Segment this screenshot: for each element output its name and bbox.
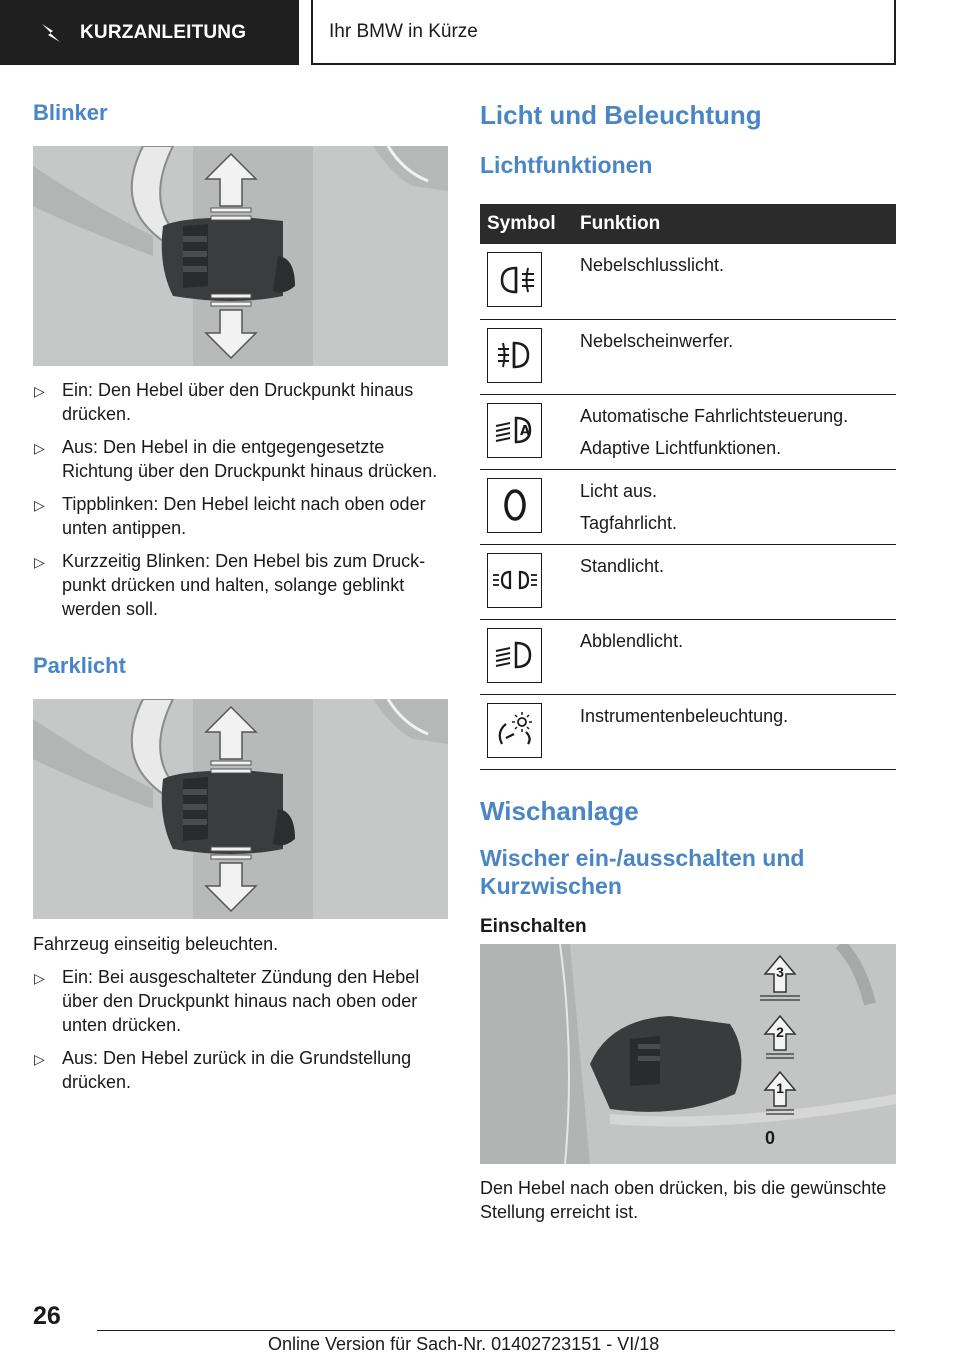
function-text: Instrumentenbeleuchtung. [580, 705, 789, 726]
lights-off-icon [487, 478, 542, 533]
blinker-photo [33, 146, 448, 366]
header-chapter-box [311, 0, 896, 65]
light-functions-table [480, 204, 896, 770]
footer-divider [97, 1330, 895, 1331]
parklicht-intro: Fahrzeug einseitig beleuchten. [33, 934, 279, 954]
wiper-position-1: 1 [776, 1079, 784, 1096]
low-beam-icon [487, 628, 542, 683]
instrument-lighting-icon [487, 703, 542, 758]
function-text: Licht aus. [580, 480, 658, 501]
lightning-icon [38, 20, 64, 46]
function-text: Adaptive Lichtfunktionen. [580, 437, 782, 458]
page-number: 26 [33, 1302, 61, 1330]
front-fog-light-icon [487, 328, 542, 383]
function-text: Nebelscheinwerfer. [580, 330, 734, 351]
list-item: ▷ Ein: Bei ausgeschalteter Zündung den Hebel über den Druckpunkt hinaus nach oben oder unten drücken. [34, 967, 420, 1035]
parking-light-icon [487, 553, 542, 608]
table-header-function: Funktion [573, 204, 896, 244]
list-item: ▷ Tippblinken: Den Hebel leicht nach oben oder unten antippen. [34, 494, 426, 538]
right-column [480, 100, 896, 1224]
triangle-bullet-icon: ▷ [34, 440, 45, 456]
auto-headlight-icon [487, 403, 542, 458]
svg-text:A: A [519, 424, 530, 439]
triangle-bullet-icon: ▷ [34, 1051, 45, 1067]
wischanlage-heading: Wischanlage [480, 795, 639, 826]
table-row [480, 394, 896, 469]
function-text: Automatische Fahrlichtsteuerung. [580, 405, 849, 426]
table-row [480, 469, 896, 544]
triangle-bullet-icon: ▷ [34, 497, 45, 513]
einschalten-heading: Einschalten [480, 915, 587, 937]
triangle-bullet-icon: ▷ [34, 970, 45, 986]
footer-online-version: Online Version für Sach-Nr. 01402723151 - VI/18 [268, 1334, 660, 1354]
list-item: ▷ Aus: Den Hebel zurück in die Grundstellung drücken. [34, 1048, 412, 1092]
function-text: Standlicht. [580, 555, 665, 576]
function-text: Tagfahrlicht. [580, 512, 678, 533]
triangle-bullet-icon: ▷ [34, 554, 45, 570]
function-text: Abblendlicht. [580, 630, 684, 651]
blinker-list [33, 378, 448, 621]
parklicht-list [33, 965, 448, 1094]
section-title: Licht und Beleuchtung [480, 100, 762, 130]
table-row [480, 244, 896, 319]
parklicht-heading: Parklicht [33, 653, 126, 678]
table-row [480, 619, 896, 694]
header-section-label: KURZANLEITUNG [80, 21, 247, 43]
wischer-subheading: Wischer ein-/ausschalten und Kurzwischen [480, 844, 805, 899]
header-chapter-title: Ihr BMW in Kürze [329, 20, 478, 42]
wischer-body: Den Hebel nach oben drücken, bis die gewünschte Stellung erreicht ist. [480, 1177, 887, 1222]
wiper-position-0: 0 [764, 1127, 776, 1148]
table-row [480, 694, 896, 769]
wiper-position-3: 3 [776, 963, 784, 980]
table-row [480, 544, 896, 619]
section-subtitle: Lichtfunktionen [480, 152, 653, 178]
table-header-symbol: Symbol [480, 204, 573, 244]
header-section-tab [0, 0, 299, 65]
function-text: Nebelschlusslicht. [580, 255, 725, 275]
blinker-heading: Blinker [33, 100, 108, 125]
rear-fog-light-icon [487, 252, 542, 307]
list-item: ▷ Ein: Den Hebel über den Druckpunkt hinaus drücken. [34, 380, 414, 424]
left-column [33, 100, 448, 1103]
list-item: ▷ Aus: Den Hebel in die entgegengesetzte Richtung über den Druckpunkt hinaus drücken. [34, 437, 438, 481]
triangle-bullet-icon: ▷ [34, 383, 45, 399]
table-row [480, 319, 896, 394]
parklicht-photo [33, 699, 448, 919]
wiper-lever-photo [480, 944, 896, 1164]
wiper-position-2: 2 [776, 1023, 784, 1040]
list-item: ▷ Kurzzeitig Blinken: Den Hebel bis zum Druckpunkt drücken und halten, solange geblinkt werden soll. [34, 551, 426, 619]
